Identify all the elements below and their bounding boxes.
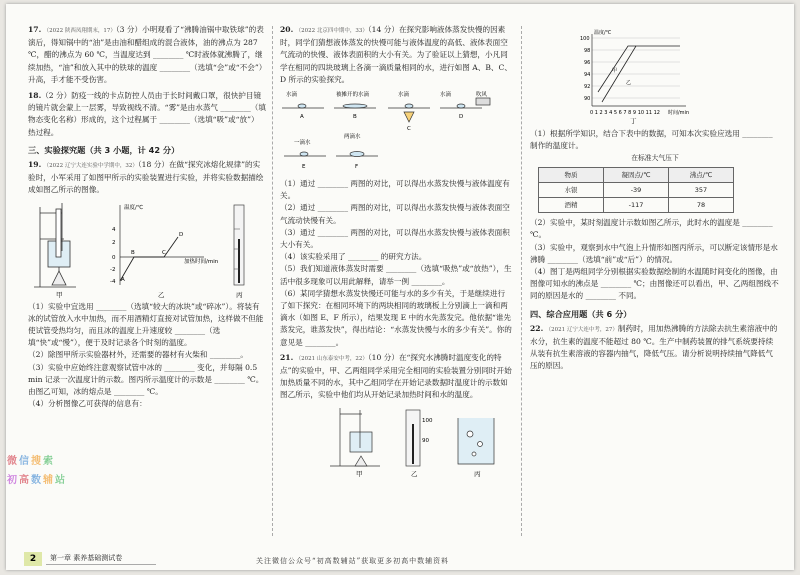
q21-sub4: （4）图丁是两组同学分别根据实验数据绘制的水温随时间变化的图像，由图像可知水的沸点是 ________ ℃；由图像还可以看出，甲、乙两组图线不同的原因是水的 ________ 不同。	[530, 267, 779, 301]
question-17: 17. （2022 陕西凤翔期末，17）（3 分）小明观看了“沸腾油锅中取铁球”的表演后，得知锅中的“油”是由油和醋组成的混合液体，油的沸点为 287 ℃，醋的沸点为 60 ℃，当温度达到 ________ ℃时液体就沸腾了，继续加热，“油”和放入其中的铁球的温度 ________（选填“会”或“不会”）升高，手才能不受伤害。	[28, 25, 264, 84]
footer-title: 第一章 素养基础测试卷	[50, 554, 123, 562]
point-B: B	[131, 249, 135, 256]
wm-char: 初	[7, 475, 17, 486]
wm-char: 信	[19, 456, 29, 467]
fig-letter-D: D	[459, 114, 464, 121]
graph-ding	[530, 26, 780, 126]
ytick-minus2: -2	[110, 266, 116, 273]
table-row	[539, 198, 734, 213]
q19-figure-svg	[28, 199, 266, 299]
question-18: 18.（2 分）防疫一线的卡点防控人员由于长时间戴口罩，很快护目镜的镜片就会蒙上一层雾，导致视线不清。“雾”是由水蒸气 ________（填物态变化名称）形成的，这个过程属于 ________（选填“吸”或“放”）热过程。	[28, 91, 266, 137]
cell-mercury-fp: -39	[604, 182, 669, 197]
ding-xlabel: 时间/min	[668, 110, 690, 116]
ytick-minus4: -4	[110, 278, 116, 285]
q20-sub6: （6）某同学猜想水蒸发快慢还可能与水的多少有关，于是继续进行了如下探究：在相同环境下的两块相同的玻璃板上分别滴上一滴和两滴水（如图 E、F 所示），结果发现 E 中的水先蒸发完。他依据“谁先蒸发完，谁蒸发快”，得出结论：“水蒸发快慢与水的多少有关”。你的意见是 ________。	[280, 288, 512, 347]
q19-sub3b: 由图乙可知，冰的熔点是 ________ ℃。	[28, 387, 163, 397]
q21-sub3: （3）实验中，观察到水中气泡上升情形如图丙所示，可以断定该情形是水沸腾 ________（选填“前”或“后”）的情况。	[530, 242, 778, 264]
cell-mercury-bp: 357	[669, 182, 734, 197]
melting-graph	[110, 203, 219, 285]
ytick-2: 2	[112, 239, 116, 246]
question-21: 21. （2021 山东泰安中考，22）（10 分）在“探究水沸腾时温度变化的特点”的实验中，甲、乙两组同学采用完全相同的实验装置分别同时开始加热质量不同的水，其中乙组同学在开始记录数据时温度计的示数如图乙所示，实验中他们均从开始记录加热时间和水的温度。	[280, 352, 512, 400]
ding-ytick-96: 96	[584, 60, 591, 66]
q19-sub2: （2）除图甲所示实验器材外，还需要的器材有火柴和 ________。	[28, 350, 248, 360]
column-divider-1	[272, 26, 273, 536]
ding-ylabel: 温度/℃	[594, 30, 612, 36]
substance-table	[538, 167, 734, 214]
section-3-heading: 三、实验探究题（共 3 小题，计 42 分）	[28, 144, 180, 155]
q21-sub1: （1）根据所学知识，结合下表中的数据，可知本次实验应选用 ________ 制作的温度计。	[530, 129, 773, 151]
column-right	[530, 24, 780, 373]
ding-ytick-94: 94	[584, 72, 591, 78]
ytick-0: 0	[112, 254, 116, 261]
cell-alcohol: 酒精	[539, 198, 604, 213]
q21-sub2: （2）实验中，某时刻温度计示数如图乙所示，此时水的温度是 ________ ℃。	[530, 218, 773, 240]
thermometer-yi	[406, 410, 433, 466]
page-footer	[6, 548, 794, 570]
wm-char: 微	[7, 456, 17, 467]
fig-letter-F: F	[355, 164, 359, 171]
fig-top-label-a: 水滴	[286, 92, 298, 99]
column-divider-2	[521, 26, 522, 536]
q21-figure	[280, 404, 512, 478]
table-header-row	[539, 167, 734, 182]
q20-sub4: （4）该实验采用了 ________ 的研究方法。	[280, 252, 427, 262]
ding-label-yi: 乙	[626, 80, 632, 86]
page-number: 2	[24, 552, 42, 566]
cell-mercury: 水银	[539, 182, 604, 197]
th-boiling-point: 沸点/℃	[669, 167, 734, 182]
point-C: C	[162, 249, 166, 256]
q20-sub1: （1）通过 ________ 两图的对比，可以得出水蒸发快慢与液体温度有关。	[280, 179, 510, 201]
table-title: 在标准大气压下	[631, 154, 679, 163]
th-freezing-point: 凝固点/℃	[604, 167, 669, 182]
fig-label-yi: 乙	[158, 290, 165, 299]
q20-sub3: （3）通过 ________ 两图的对比，可以得出水蒸发快慢与液体表面积大小有关。	[280, 227, 510, 250]
fig-label-bing: 丙	[236, 290, 243, 299]
question-20: 20. （2022 北京四中期中，33）（14 分）在探究影响液体蒸发快慢的因素时，同学们猜想液体蒸发的快慢可能与液体温度的高低、液体表面空气流动的快慢、液体表面积的大小有关。为了验证以上猜想，小凡同学在相同的四块玻璃上各滴一滴质量相同的水，进行如图 A、B、C、D 所示的实验探究。	[280, 25, 512, 84]
ding-label-jia: 甲	[612, 68, 618, 74]
column-left	[28, 24, 266, 410]
apparatus-stand	[34, 203, 76, 287]
table-row	[539, 182, 734, 197]
q19-figure	[28, 199, 266, 299]
ding-xticks: 0 1 2 3 4 5 6 7 8 9 10 11 12	[590, 110, 660, 116]
ytick-4: 4	[112, 226, 116, 233]
fig-top-label-d: 水滴	[440, 92, 452, 99]
section-4-heading: 四、综合应用题（共 6 分）	[530, 308, 632, 319]
wm-char: 辅	[43, 475, 53, 486]
q19-sub3: （3）实验中应始终注意观察试管中冰的 ________ 变化，并每隔 0.5 min 记录一次温度计的示数。图丙所示温度计的示数是 ________ ℃。	[28, 362, 264, 384]
wm-char: 搜	[31, 456, 41, 467]
point-D: D	[179, 231, 184, 238]
fig-top-label-wind: 吹风	[476, 92, 488, 99]
footer-rule	[46, 564, 156, 565]
fig-letter-B: B	[353, 114, 357, 121]
fig21-label-bing: 丙	[474, 469, 481, 478]
wm-char: 站	[55, 475, 65, 486]
ding-ytick-90: 90	[584, 96, 591, 102]
fig-letter-E: E	[302, 164, 306, 171]
cell-alcohol-bp: 78	[669, 198, 734, 213]
wm-char: 数	[31, 475, 41, 486]
fig-letter-A: A	[300, 114, 304, 121]
beaker-bubbles	[458, 418, 494, 464]
ding-ytick-98: 98	[584, 48, 591, 54]
fig-label-one-drop: 一滴水	[294, 140, 311, 147]
wm-char: 索	[43, 456, 53, 467]
q21-figure-svg	[280, 404, 512, 478]
question-19: 19. （2022 辽宁大连实验中学期中，32）（18 分）在做“探究冰熔化规律”的实验时，小军采用了如图甲所示的实验装置进行实验，并将实验数据描绘成如图乙所示的图像。	[28, 160, 264, 195]
fig-label-jia: 甲	[56, 290, 63, 299]
ding-ytick-92: 92	[584, 84, 591, 90]
fig-label-two-drops: 两滴水	[344, 134, 361, 141]
fig21-label-jia: 甲	[356, 469, 363, 478]
point-A: A	[121, 276, 125, 283]
thermo-tick-100: 100	[422, 417, 433, 424]
ding-caption: 丁	[630, 117, 637, 125]
graph-ylabel: 温度/℃	[124, 204, 144, 211]
q20-figure	[280, 88, 512, 176]
thermometer-bing	[234, 205, 244, 285]
graph-ding-svg	[530, 26, 780, 126]
q20-sub2: （2）通过 ________ 两图的对比，可以得出水蒸发快慢与液体表面空气流动快慢有关。	[280, 203, 510, 225]
fig-letter-C: C	[407, 126, 411, 133]
cell-alcohol-fp: -117	[604, 198, 669, 213]
q20-figure-svg	[280, 88, 512, 176]
graph-xlabel: 加热时间/min	[184, 258, 219, 265]
thermo-tick-90: 90	[422, 437, 429, 444]
ding-series-jia	[598, 46, 680, 92]
fig21-label-yi: 乙	[411, 469, 418, 478]
footer-note: 关注微信公众号“初高数辅站”获取更多初高中数辅资料	[256, 557, 450, 565]
watermark-stamp	[6, 449, 76, 499]
fig-top-label-c: 水滴	[398, 92, 410, 99]
exam-page	[6, 4, 794, 570]
wm-char: 高	[19, 475, 29, 486]
fig-top-label-b: 被摊开的水滴	[336, 92, 370, 99]
ding-ytick-100: 100	[580, 36, 590, 42]
q19-sub1: （1）实验中宜选用 ________（选填“较大的冰块”或“碎冰”）。将装有冰的试管放入水中加热，而不用酒精灯直接对试管加热，这样做不但能使试管受热均匀，而且冰的温度上升速度较 ________（选填“快”或“慢”），便于及时记录各个时刻的温度。	[28, 301, 264, 348]
q19-sub4: （4）分析图像乙可获得的信息有：	[28, 399, 147, 409]
question-22: 22. （2021 辽宁大连中考，27）制药时，用加热沸腾的方法除去抗生素溶液中的水分，抗生素的温度不能超过 80 ℃。生产中制药装置的排气系统要持续从装有抗生素溶液的容器内抽气，降低气压。请分析说明持续抽气降低气压的原因。	[530, 323, 778, 371]
column-middle	[280, 24, 512, 480]
th-substance: 物质	[539, 167, 604, 182]
q20-sub5: （5）我们知道液体蒸发时需要 ________（选填“吸热”或“放热”），生活中很多现象可以用此解释，请举一例 ________。	[280, 264, 512, 286]
graph-curve	[120, 237, 178, 281]
boiling-apparatus	[330, 408, 380, 466]
